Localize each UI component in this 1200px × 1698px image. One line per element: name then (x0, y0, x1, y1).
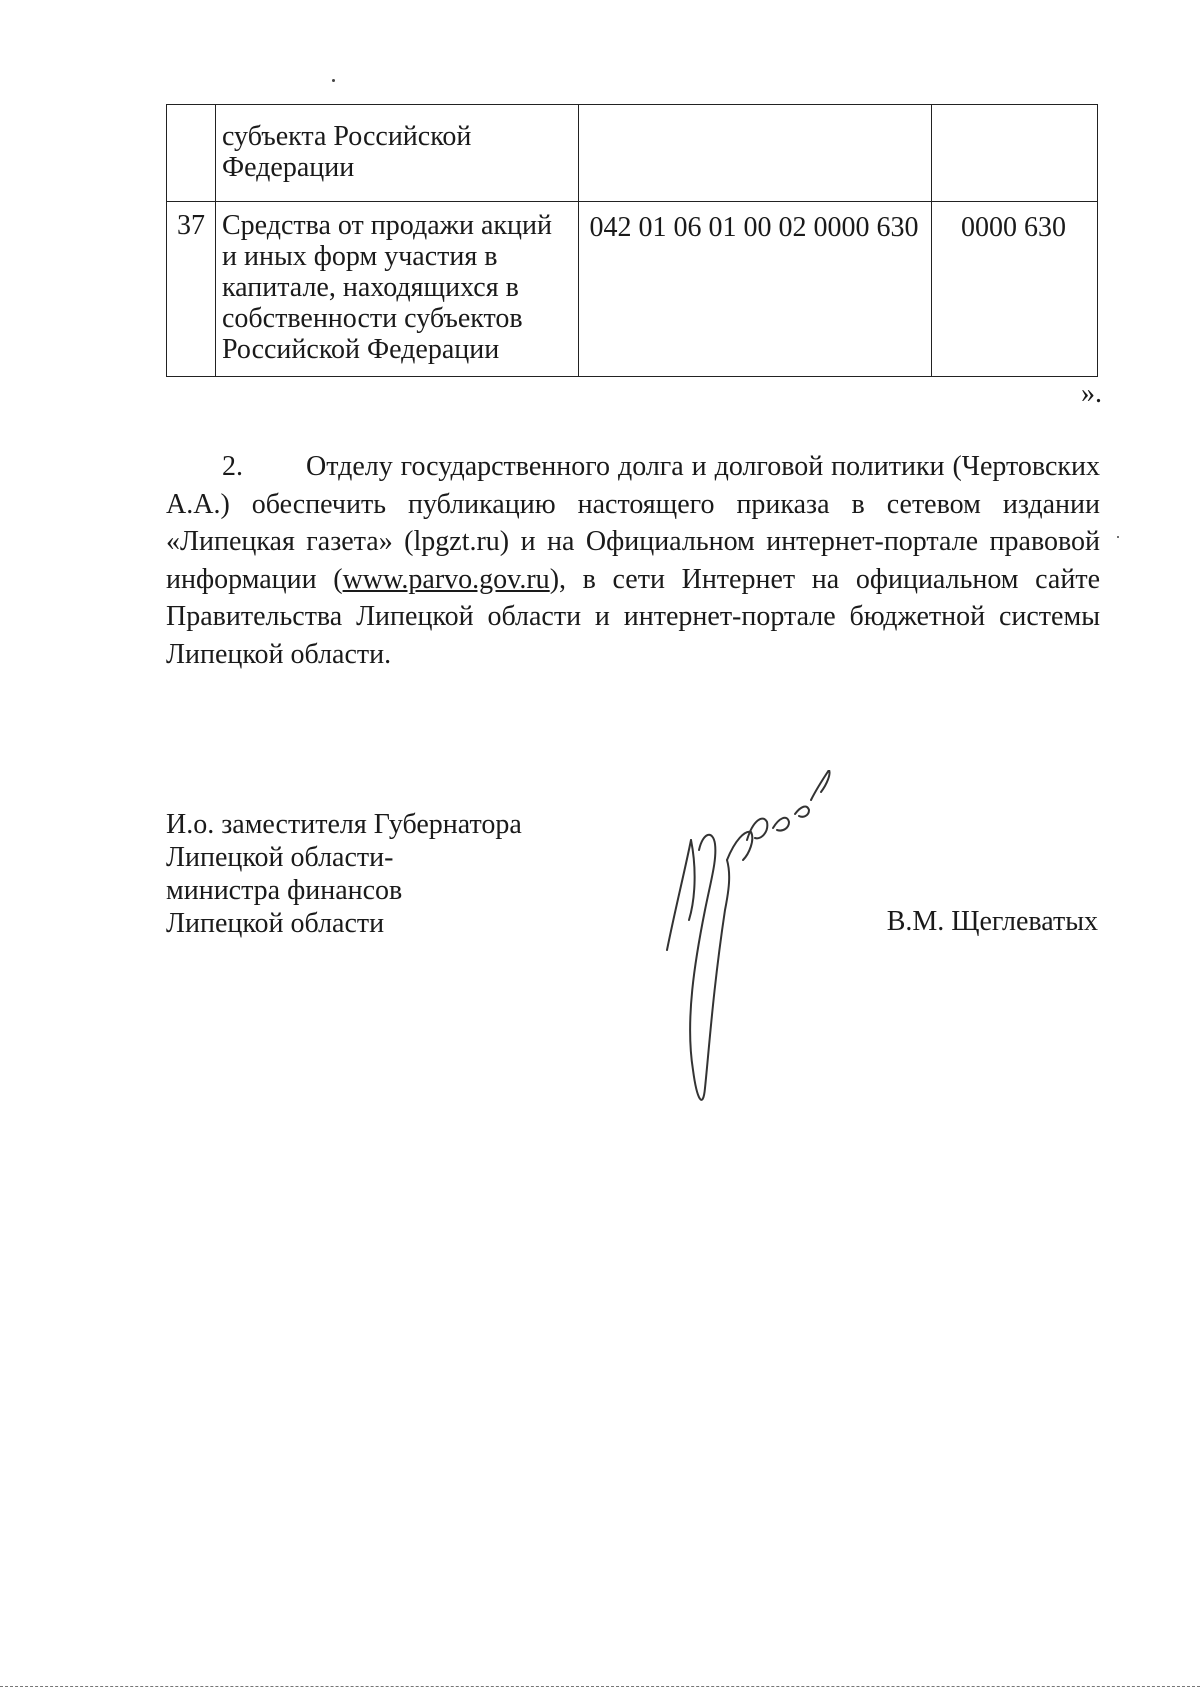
row-name-line: капитале, находящихся в (222, 272, 519, 303)
row-name-cell (216, 105, 579, 202)
table-row (167, 105, 1098, 202)
table-row (167, 202, 1098, 377)
portal-link[interactable]: www.parvo.gov.ru (342, 563, 550, 595)
closing-quote: ». (1081, 378, 1102, 409)
signatory-title-line: Липецкой области (166, 908, 385, 939)
paragraph-line: «Липецкая газета» (lpgzt.ru) и на Официальном интернет-портале правовой (166, 526, 1100, 557)
row-number-cell (167, 105, 216, 202)
paragraph-line (166, 448, 1100, 486)
paragraph-number: 2. (222, 451, 243, 482)
signatory-title-line: министра финансов (166, 875, 403, 906)
row-short-code-cell: 0000 630 (932, 202, 1098, 377)
paragraph-line-text: ), в сети Интернет на официальном сайте (549, 563, 1101, 595)
row-name-line: собственности субъектов (222, 303, 523, 334)
signatory-title (166, 808, 522, 940)
row-name-line: Средства от продажи акций (222, 210, 552, 241)
scan-edge-line (0, 1686, 1200, 1689)
row-short-code-cell (932, 105, 1098, 202)
row-name-line: субъекта Российской (222, 121, 472, 152)
row-name-cell (216, 202, 579, 377)
paragraph-line: Правительства Липецкой области и интернет-портале бюджетной системы (166, 601, 1100, 632)
paragraph-line (166, 561, 1100, 599)
signatory-title-line: И.о. заместителя Губернатора (166, 809, 522, 840)
paragraph-line-text: информации ( (166, 563, 343, 595)
row-code-cell: 042 01 06 01 00 02 0000 630 (579, 202, 932, 377)
paragraph-line: Липецкой области. (166, 638, 392, 670)
scan-speck (1117, 536, 1119, 538)
row-name-line: и иных форм участия в (222, 241, 498, 272)
paragraph-line: А.А.) обеспечить публикацию настоящего приказа в сетевом издании (166, 488, 1100, 520)
row-code-cell (579, 105, 932, 202)
row-name-line: Федерации (222, 152, 355, 183)
signatory-name: В.М. Щеглеватых (886, 906, 1098, 937)
row-name-line: Российской Федерации (222, 334, 500, 365)
signatory-title-line: Липецкой области- (166, 842, 394, 873)
handwritten-signature (655, 770, 895, 1120)
budget-codes-table (166, 104, 1098, 377)
paragraph-line-text: Отделу государственного долга и долговой политики (Чертовских (306, 451, 1100, 482)
row-number-cell: 37 (167, 202, 216, 377)
order-paragraph-2 (166, 448, 1100, 673)
scan-speck (332, 79, 335, 82)
